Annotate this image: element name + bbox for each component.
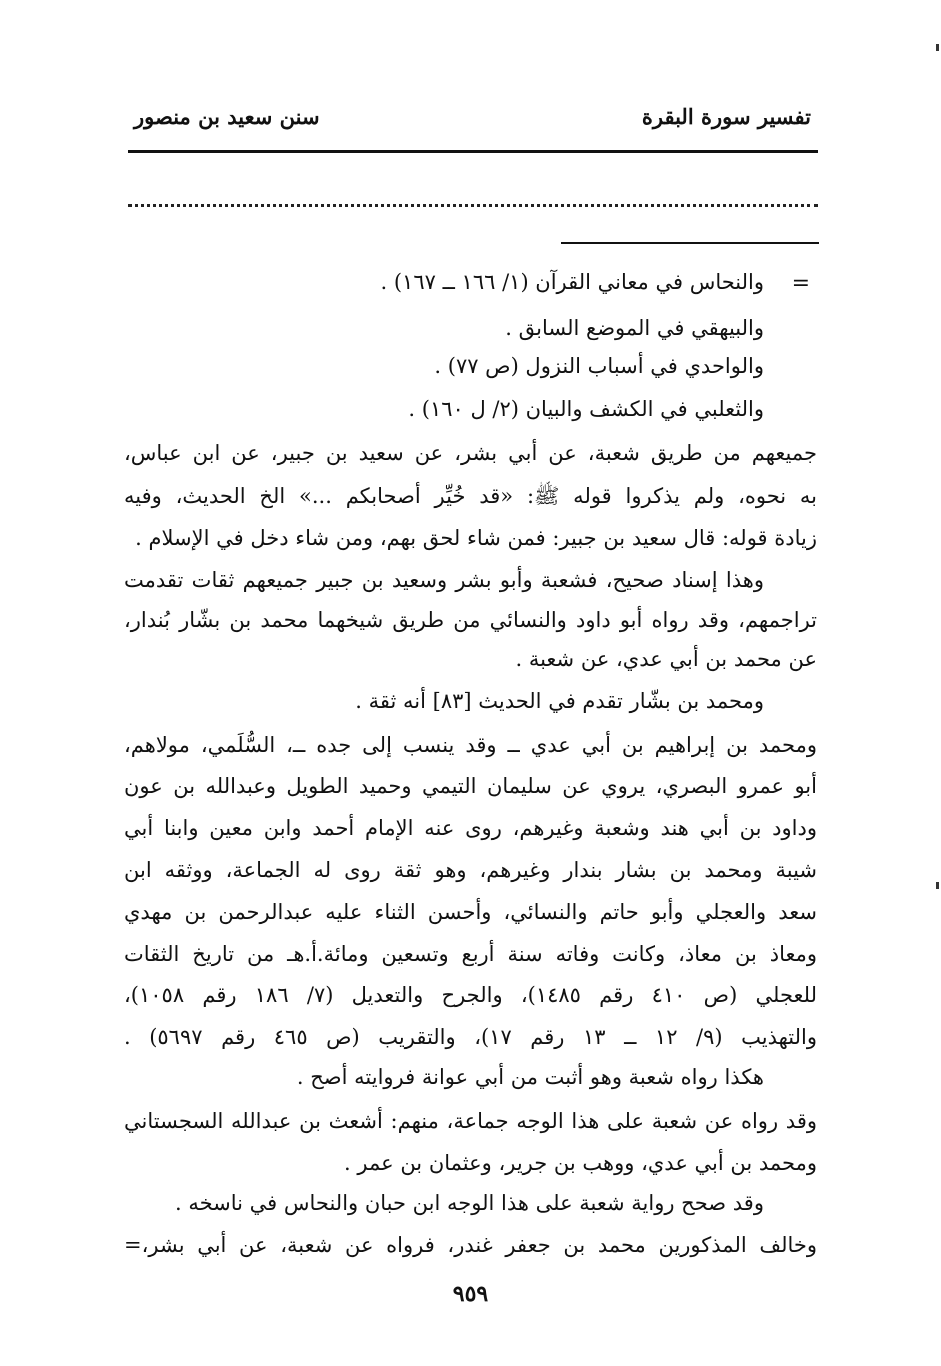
footnote-line: وهذا إسناد صحيح، فشعبة وأبو بشر وسعيد بن جبير جميعهم ثقات تقدمت <box>124 568 764 592</box>
footnote-line: وداود بن أبي هند وشعبة وغيرهم، روى عنه الإمام أحمد وابن معين وابنا أبي <box>124 816 817 840</box>
footnote-line: ومحمد بن إبراهيم بن أبي عدي ــ وقد ينسب إلى جده ــ، السُّلَمي، مولاهم، <box>124 733 817 757</box>
continuation-mark: = <box>791 271 810 296</box>
scan-edge-mark <box>936 44 939 51</box>
footnote-line: به نحوه، ولم يذكروا قوله ﷺ: «قد خُيِّر أصحابكم ...» الخ الحديث، وفيه <box>124 484 817 508</box>
header-rule <box>128 150 818 153</box>
footnote-line: هكذا رواه شعبة وهو أثبت من أبي عوانة فروايته أصح . <box>296 1065 764 1089</box>
footnote-line: ومحمد بن بشّار تقدم في الحديث [٨٣] أنه ثقة . <box>355 689 764 713</box>
footnote-line: ومحمد بن أبي عدي، ووهب بن جرير، وعثمان بن عمر . <box>344 1151 817 1175</box>
running-header-surah: تفسير سورة البقرة <box>641 104 811 129</box>
page-number: ٩٥٩ <box>452 1281 489 1307</box>
footnote-rule <box>561 242 819 244</box>
footnote-line: والتهذيب (٩/ ١٢ ــ ١٣ رقم ١٧)، والتقريب (ص ٤٦٥ رقم ٥٦٩٧) . <box>124 1025 817 1049</box>
footnote-line: وخالف المذكورين محمد بن جعفر غندر، فرواه عن شعبة، عن أبي بشر،= <box>124 1233 817 1257</box>
footnote-line: أبو عمرو البصري، يروي عن سليمان التيمي وحميد الطويل وعبدالله بن عون <box>124 774 817 798</box>
footnote-line: زيادة قوله: قال سعيد بن جبير: فمن شاء لحق بهم، ومن شاء دخل في الإسلام . <box>135 526 817 550</box>
footnote-line: شيبة ومحمد بن بشار بندار وغيرهم، وهو ثقة روى له الجماعة، ووثقه ابن <box>124 858 817 882</box>
dotted-separator <box>128 204 818 207</box>
scan-edge-mark <box>936 882 939 889</box>
footnote-line: جميعهم من طريق شعبة، عن أبي بشر، عن سعيد بن جبير، عن ابن عباس، <box>124 441 817 465</box>
footnote-line: تراجمهم، وقد رواه أبو داود والنسائي من طريق شيخهما محمد بن بشّار بُندار، <box>124 608 817 632</box>
running-header-book: سنن سعيد بن منصور <box>134 104 320 129</box>
footnote-line: للعجلي (ص ٤١٠ رقم ١٤٨٥)، والجرح والتعديل (٧/ ١٨٦ رقم ١٠٥٨)، <box>124 983 817 1007</box>
footnote-line: والواحدي في أسباب النزول (ص ٧٧) . <box>434 354 764 378</box>
footnote-line: والبيهقي في الموضع السابق . <box>505 316 764 340</box>
footnote-line: سعد والعجلي وأبو حاتم والنسائي، وأحسن الثناء عليه عبدالرحمن بن مهدي <box>124 900 817 924</box>
footnote-line: والثعلبي في الكشف والبيان (٢/ ل ١٦٠) . <box>408 397 764 421</box>
footnote-line: والنحاس في معاني القرآن (١/ ١٦٦ ــ ١٦٧) . <box>380 270 764 294</box>
footnote-line: عن محمد بن أبي عدي، عن شعبة . <box>515 647 817 671</box>
footnote-line: وقد صحح رواية شعبة على هذا الوجه ابن حبان والنحاس في ناسخه . <box>174 1191 764 1215</box>
footnote-line: ومعاذ بن معاذ، وكانت وفاته سنة أربع وتسعين ومائة.أ.هـ من تاريخ الثقات <box>124 942 817 966</box>
footnote-line: وقد رواه عن شعبة على هذا الوجه جماعة، منهم: أشعث بن عبدالله السجستاني <box>124 1109 817 1133</box>
